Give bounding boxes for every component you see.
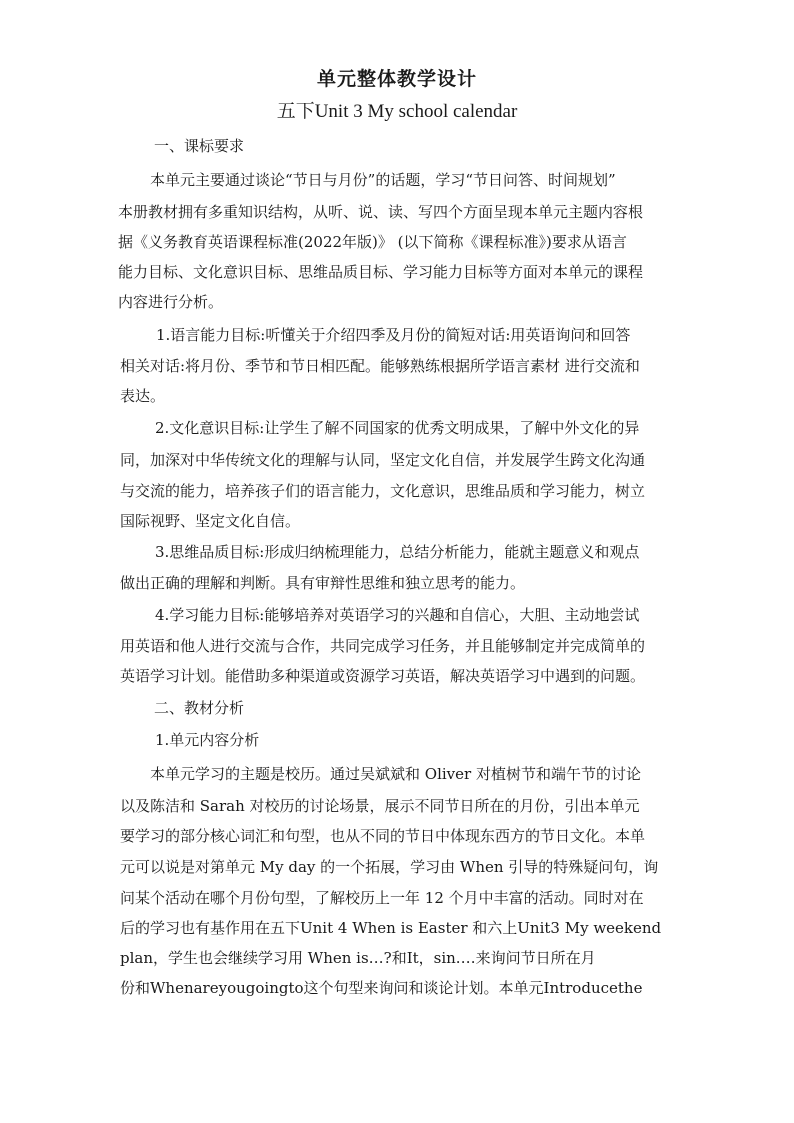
paragraph-line: 国际视野、坚定文化自信。 (120, 512, 301, 530)
paragraph-line: 表达。 (120, 387, 166, 405)
paragraph-line: 以及陈洁和 Sarah 对校历的讨论场景，展示不同节日所在的月份，引出本单元 (120, 797, 640, 815)
paragraph-line: 内容进行分析。 (118, 293, 224, 311)
page-title: 单元整体教学设计 (316, 68, 477, 90)
paragraph-line: 3.思维品质目标:形成归纳梳理能力，总结分析能力，能就主题意义和观点 (155, 543, 640, 561)
paragraph-line: 1.语言能力目标:听懂关于介绍四季及月份的简短对话:用英语询问和回答 (156, 326, 631, 344)
paragraph-line: 用英语和他人进行交流与合作，共同完成学习任务，并且能够制定并完成简单的 (120, 637, 646, 655)
paragraph-line: 英语学习计划。能借助多种渠道或资源学习英语，解决英语学习中遇到的问题。 (120, 667, 646, 685)
paragraph-line: 本单元主要通过谈论“节日与月份”的话题，学习“节日问答、时间规划” (150, 171, 616, 189)
paragraph-line: plan，学生也会继续学习用 When is…?和It，sin.…来询问节日所在月 (120, 949, 596, 967)
paragraph-line: 要学习的部分核心词汇和句型，也从不同的节日中体现东西方的节日文化。本单 (120, 827, 646, 845)
paragraph-line: 元可以说是对第单元 My day 的一个拓展，学习由 When 引导的特殊疑问句，询 (120, 858, 659, 876)
paragraph-line: 问某个活动在哪个月份句型，了解校历上一年 12 个月中丰富的活动。同时对在 (120, 889, 644, 907)
paragraph-line: 份和Whenareyougoingto这个句型来询问和谈论计划。本单元Introducethe (120, 979, 643, 997)
section-heading-curriculum: 一、课标要求 (154, 137, 245, 155)
paragraph-line: 本单元学习的主题是校历。通过吴斌斌和 Oliver 对植树节和端午节的讨论 (150, 765, 641, 783)
subsection-heading: 1.单元内容分析 (155, 731, 260, 749)
paragraph-line: 同，加深对中华传统文化的理解与认同，坚定文化自信，并发展学生跨文化沟通 (120, 451, 646, 469)
page-subtitle: 五下Unit 3 My school calendar (276, 101, 518, 122)
paragraph-line: 做出正确的理解和判断。具有审辩性思维和独立思考的能力。 (120, 574, 526, 592)
paragraph-line: 本册教材拥有多重知识结构，从听、说、读、写四个方面呈现本单元主题内容根 (118, 203, 644, 221)
paragraph-line: 2.文化意识目标:让学生了解不同国家的优秀文明成果，了解中外文化的异 (155, 419, 640, 437)
section-heading-textbook: 二、教材分析 (154, 699, 245, 717)
paragraph-line: 4.学习能力目标:能够培养对英语学习的兴趣和自信心，大胆、主动地尝试 (155, 606, 640, 624)
paragraph-line: 据《义务教育英语课程标准(2022年版)》 (以下简称《课程标准》)要求从语言 (118, 233, 627, 251)
paragraph-line: 能力目标、文化意识目标、思维品质目标、学习能力目标等方面对本单元的课程 (118, 263, 644, 281)
paragraph-line: 与交流的能力，培养孩子们的语言能力，文化意识，思维品质和学习能力，树立 (120, 482, 646, 500)
paragraph-line: 相关对话:将月份、季节和节日相匹配。能够熟练根据所学语言素材 进行交流和 (120, 357, 640, 375)
paragraph-line: 后的学习也有基作用在五下Unit 4 When is Easter 和六上Unit3 My weekend (120, 919, 662, 937)
